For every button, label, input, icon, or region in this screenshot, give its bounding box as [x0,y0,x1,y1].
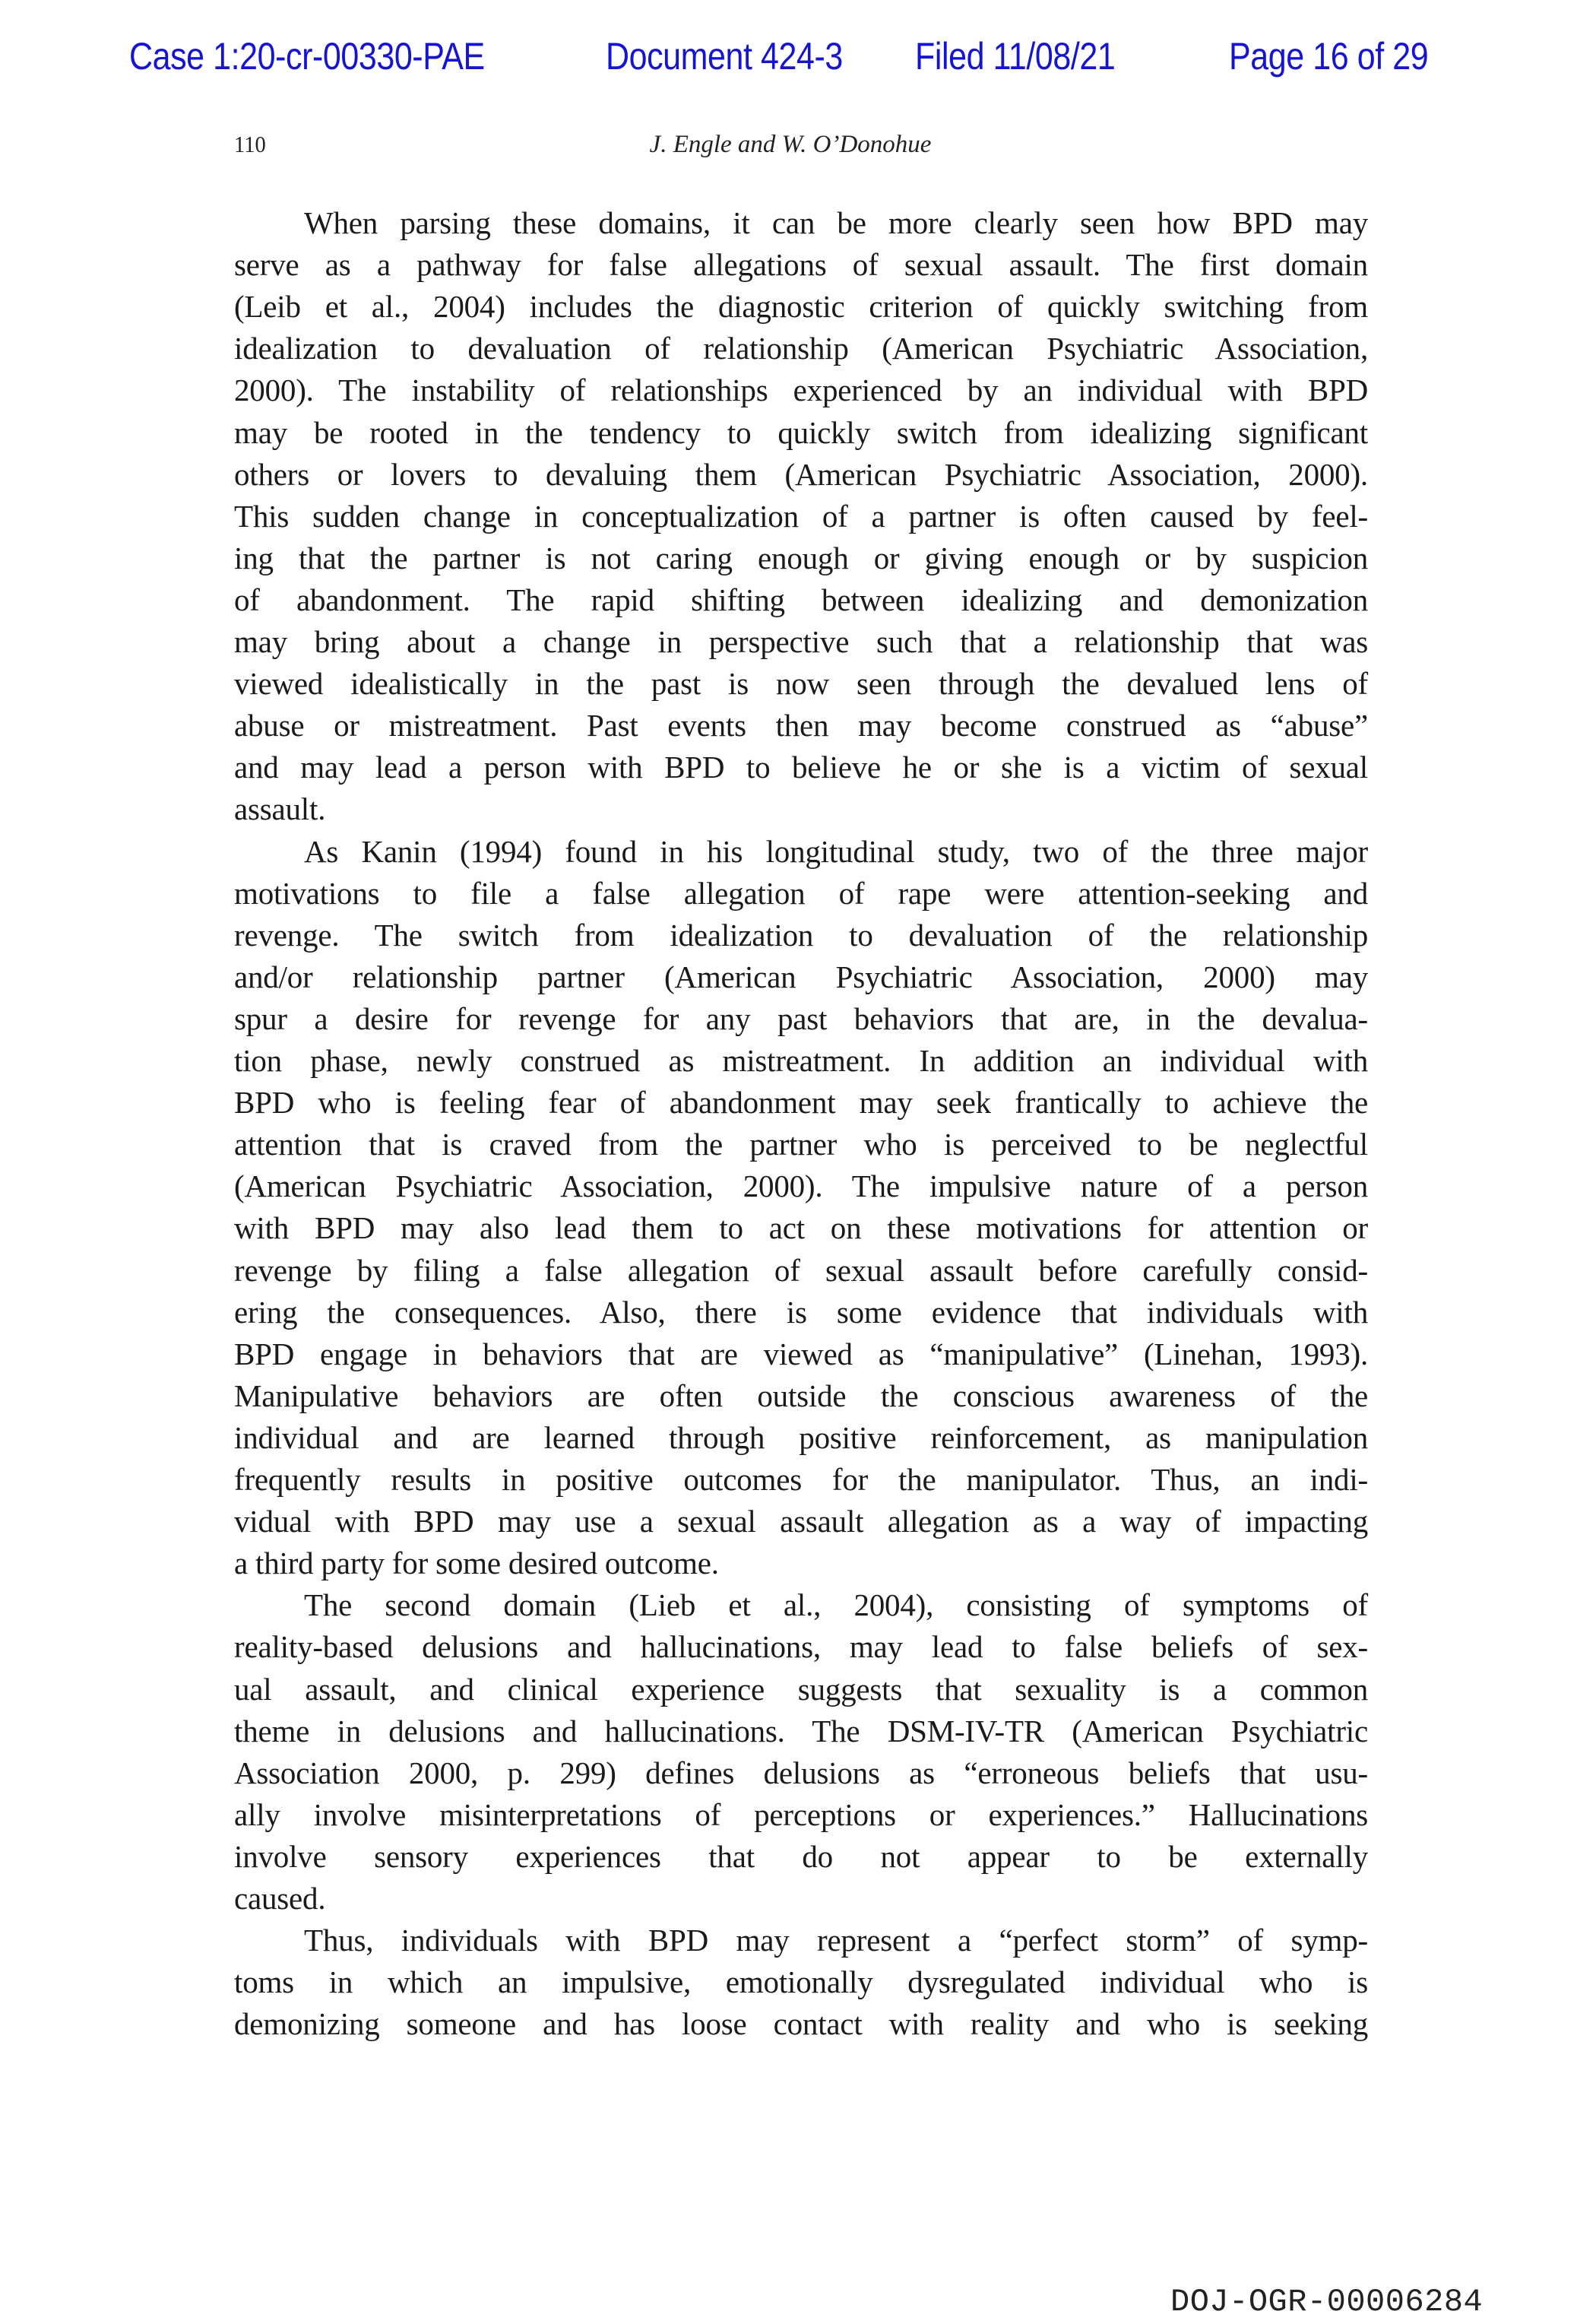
text-line: Association 2000, p. 299) defines delusions as “erroneous beliefs that usu- [234,1755,1368,1790]
text-line: revenge. The switch from idealization to devaluation of the relationship [234,917,1368,953]
text-line: frequently results in positive outcomes for the manipulator. Thus, an indi- [234,1462,1368,1497]
text-line: may bring about a change in perspective such that a relationship that was [234,624,1368,659]
text-line: demonizing someone and has loose contact with reality and who is seeking [234,2006,1368,2042]
text-line: of abandonment. The rapid shifting between idealizing and demonization [234,582,1368,617]
text-line: ual assault, and clinical experience suggests that sexuality is a common [234,1671,1368,1707]
text-line: spur a desire for revenge for any past behaviors that are, in the devalua- [234,1000,1368,1036]
text-line: When parsing these domains, it can be more clearly seen how BPD may [304,205,1368,240]
page-number: 110 [234,131,266,157]
bates-number: DOJ-OGR-00006284 [1170,2284,1484,2320]
text-line: ing that the partner is not caring enough or giving enough or by suspicion [234,540,1368,575]
text-line: assault. [234,791,326,827]
filing-stamp-filed-date: Filed 11/08/21 [915,35,1116,78]
filing-stamp-page-count: Page 16 of 29 [1229,35,1429,78]
filing-stamp-case-number: Case 1:20-cr-00330-PAE [129,35,485,78]
text-line: motivations to file a false allegation of rape were attention-seeking and [234,875,1368,911]
text-line: reality-based delusions and hallucinations, may lead to false beliefs of sex- [234,1629,1368,1665]
text-line: Thus, individuals with BPD may represent a “perfect storm” of symp- [304,1923,1368,1958]
text-line: abuse or mistreatment. Past events then may become construed as “abuse” [234,708,1368,743]
text-line: revenge by filing a false allegation of sexual assault before carefully consid- [234,1252,1368,1288]
text-line: serve as a pathway for false allegations of sexual assault. The first domain [234,247,1368,283]
filing-stamp-document-number: Document 424-3 [606,35,843,78]
text-line: caused. [234,1881,326,1916]
text-line: idealization to devaluation of relationship (American Psychiatric Association, [234,331,1368,366]
text-line: and/or relationship partner (American Psychiatric Association, 2000) may [234,959,1368,994]
text-line: ally involve misinterpretations of perceptions or experiences.” Hallucinations [234,1796,1368,1832]
text-line: attention that is craved from the partner who is perceived to be neglectful [234,1127,1368,1162]
text-line: involve sensory experiences that do not appear to be externally [234,1838,1368,1874]
text-line: This sudden change in conceptualization of a partner is often caused by feel- [234,498,1368,534]
text-line: BPD who is feeling fear of abandonment may seek frantically to achieve the [234,1085,1368,1121]
text-line: Manipulative behaviors are often outside the conscious awareness of the [234,1378,1368,1413]
text-line: and may lead a person with BPD to believe he or she is a victim of sexual [234,750,1368,785]
text-line: tion phase, newly construed as mistreatment. In addition an individual with [234,1043,1368,1078]
text-line: theme in delusions and hallucinations. The DSM-IV-TR (American Psychiatric [234,1713,1368,1749]
text-line: a third party for some desired outcome. [234,1546,719,1581]
text-line: others or lovers to devaluing them (American Psychiatric Association, 2000). [234,456,1368,492]
text-line: may be rooted in the tendency to quickly switch from idealizing significant [234,414,1368,450]
text-line: toms in which an impulsive, emotionally dysregulated individual who is [234,1964,1368,2000]
text-line: ering the consequences. Also, there is some evidence that individuals with [234,1294,1368,1330]
text-line: (American Psychiatric Association, 2000). The impulsive nature of a person [234,1168,1368,1204]
text-line: individual and are learned through positive reinforcement, as manipulation [234,1419,1368,1455]
text-line: BPD engage in behaviors that are viewed as “manipulative” (Linehan, 1993). [234,1336,1368,1371]
text-line: with BPD may also lead them to act on these motivations for attention or [234,1210,1368,1246]
text-line: The second domain (Lieb et al., 2004), consisting of symptoms of [304,1587,1368,1623]
text-line: (Leib et al., 2004) includes the diagnostic criterion of quickly switching from [234,289,1368,325]
text-line: As Kanin (1994) found in his longitudinal study, two of the three major [304,833,1368,869]
running-head-authors: J. Engle and W. O’Donohue [649,131,932,158]
text-line: viewed idealistically in the past is now seen through the devalued lens of [234,666,1368,702]
text-line: 2000). The instability of relationships experienced by an individual with BPD [234,373,1368,408]
text-line: vidual with BPD may use a sexual assault allegation as a way of impacting [234,1504,1368,1539]
